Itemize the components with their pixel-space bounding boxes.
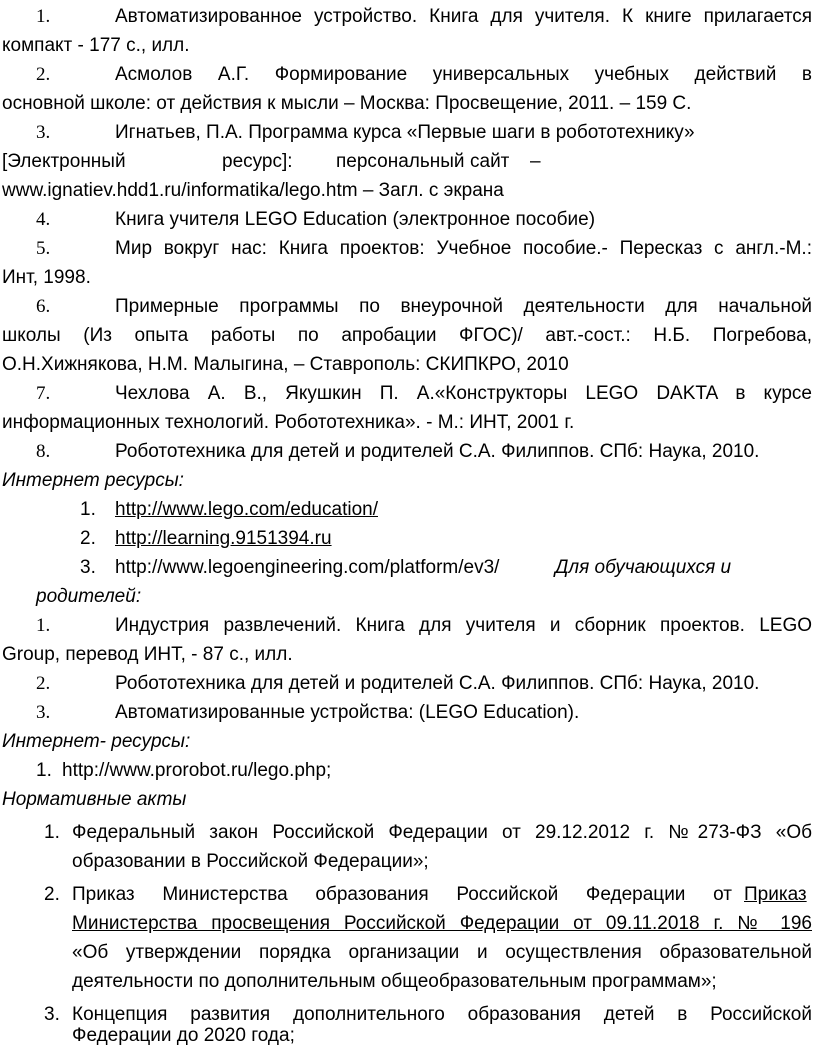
item-text: основной школе: от действия к мысли – Москва: Просвещение, 2011. – 159 С. — [2, 93, 692, 114]
item-text: Приказ Министерства образования Российской Федерации от — [72, 884, 732, 905]
item-text: Примерные программы по внеурочной деятельности для начальной — [115, 296, 812, 317]
item-number: 7. — [36, 383, 51, 404]
item-text: образовании в Российской Федерации»; — [72, 851, 429, 872]
item-text: компакт - 177 с., илл. — [2, 35, 190, 56]
resource-link[interactable]: http://learning.9151394.ru — [115, 528, 332, 549]
section-heading: Нормативные акты — [2, 789, 187, 810]
item-number: 3. — [44, 1004, 60, 1025]
item-text: Мир вокруг нас: Книга проектов: Учебное пособие.- Пересказ с англ.-М.: — [115, 238, 812, 259]
item-text: Игнатьев, П.А. Программа курса «Первые шаги в робототехнику» — [115, 122, 695, 143]
item-number: 1. — [44, 822, 60, 843]
item-number: 3. — [80, 557, 96, 578]
item-number: 4. — [36, 209, 51, 230]
resource-url: http://www.legoengineering.com/platform/ev3/ — [115, 557, 500, 578]
item-text: Робототехника для детей и родителей С.А. Филиппов. СПб: Наука, 2010. — [115, 441, 760, 462]
item-text: Автоматизированные устройства: (LEGO Education). — [115, 702, 580, 723]
item-text: Индустрия развлечений. Книга для учителя и сборник проектов. LEGO — [115, 615, 812, 636]
item-text: персональный — [336, 151, 465, 172]
audience-note: Для обучающихся и — [555, 557, 732, 578]
item-text: ресурс]: — [222, 151, 293, 172]
item-text: – — [530, 151, 541, 172]
item-number: 1. — [80, 499, 96, 520]
item-text: О.Н.Хижнякова, Н.М. Малыгина, – Ставрополь: СКИПКРО, 2010 — [2, 354, 569, 375]
item-text: деятельности по дополнительным общеобразовательным программам»; — [72, 971, 717, 992]
item-text: www.ignatiev.hdd1.ru/informatika/lego.htm – Загл. с экрана — [2, 180, 504, 201]
item-text: Group, перевод ИНТ, - 87 с., илл. — [2, 644, 293, 665]
item-text: информационных технологий. Робототехника». - М.: ИНТ, 2001 г. — [2, 412, 575, 433]
item-number: 2. — [36, 673, 51, 694]
item-number: 6. — [36, 296, 51, 317]
item-text: сайт — [470, 151, 510, 172]
order-link[interactable]: Министерства просвещения Российской Федерации от 09.11.2018 г. № 196 — [72, 913, 812, 934]
item-text: Инт, 1998. — [2, 267, 91, 288]
item-number: 2. — [36, 64, 51, 85]
section-heading: Интернет- ресурсы: — [2, 731, 191, 752]
item-number: 1. — [36, 760, 52, 781]
order-link[interactable]: Приказ — [744, 884, 807, 905]
item-text: Концепция развития дополнительного образования детей в Российской — [72, 1004, 812, 1025]
item-text: «Об утверждении порядка организации и осуществления образовательной — [72, 942, 812, 963]
item-text: Чехлова А. В., Якушкин П. А.«Конструкторы LEGO DAKTA в курсе — [115, 383, 812, 404]
item-text: школы (Из опыта работы по апробации ФГОС)/ авт.-сост.: Н.Б. Погребова, — [2, 325, 812, 346]
resource-url: http://www.prorobot.ru/lego.php; — [62, 760, 332, 781]
item-number: 2. — [44, 884, 60, 905]
item-number: 8. — [36, 441, 51, 462]
item-number: 2. — [80, 528, 96, 549]
item-text: Автоматизированное устройство. Книга для учителя. К книге прилагается — [115, 6, 812, 27]
item-text: Робототехника для детей и родителей С.А. Филиппов. СПб: Наука, 2010. — [115, 673, 760, 694]
audience-note: родителей: — [36, 586, 142, 607]
resource-link[interactable]: http://www.lego.com/education/ — [115, 499, 378, 520]
item-number: 5. — [36, 238, 51, 259]
item-text: Федерации до 2020 года; — [72, 1025, 295, 1046]
section-heading: Интернет ресурсы: — [2, 470, 184, 491]
item-number: 3. — [36, 122, 51, 143]
item-number: 3. — [36, 702, 51, 723]
item-text: [Электронный — [2, 151, 126, 172]
item-number: 1. — [36, 615, 51, 636]
item-text: Федеральный закон Российской Федерации от 29.12.2012 г. №273-ФЗ «Об — [72, 822, 812, 843]
item-text: Асмолов А.Г. Формирование универсальных учебных действий в — [115, 64, 812, 85]
item-text: Книга учителя LEGO Education (электронное пособие) — [115, 209, 596, 230]
item-number: 1. — [36, 6, 51, 27]
